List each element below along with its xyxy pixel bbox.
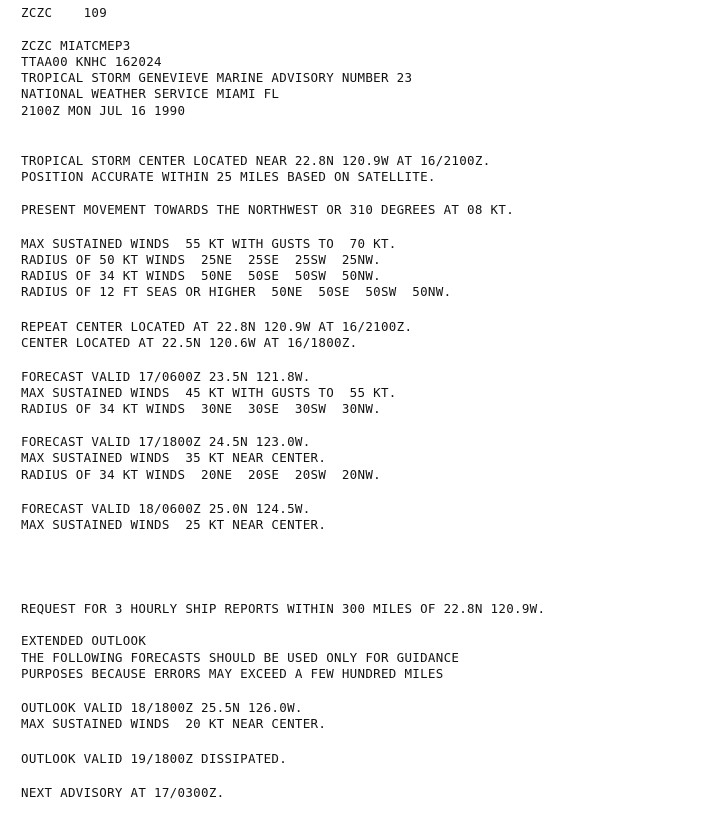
center-position: TROPICAL STORM CENTER LOCATED NEAR 22.8N 120.9W AT 16/2100Z. (21, 153, 491, 168)
outlook-1-winds: MAX SUSTAINED WINDS 20 KT NEAR CENTER. (21, 716, 327, 731)
repeat-center: REPEAT CENTER LOCATED AT 22.8N 120.9W AT 16/2100Z. (21, 319, 413, 334)
forecast-2-valid: FORECAST VALID 17/1800Z 24.5N 123.0W. (21, 434, 311, 449)
header-id: ZCZC 109 (21, 5, 108, 20)
max-winds: MAX SUSTAINED WINDS 55 KT WITH GUSTS TO 70 KT. (21, 236, 397, 251)
extended-outlook-heading: EXTENDED OUTLOOK (21, 633, 147, 648)
position-accuracy: POSITION ACCURATE WITHIN 25 MILES BASED ON SATELLITE. (21, 169, 436, 184)
previous-center: CENTER LOCATED AT 22.5N 120.6W AT 16/1800Z. (21, 335, 358, 350)
issued-line: 2100Z MON JUL 16 1990 (21, 103, 186, 118)
outlook-1-valid: OUTLOOK VALID 18/1800Z 25.5N 126.0W. (21, 700, 303, 715)
radius-34kt: RADIUS OF 34 KT WINDS 50NE 50SE 50SW 50NW. (21, 268, 381, 283)
next-advisory: NEXT ADVISORY AT 17/0300Z. (21, 785, 225, 800)
forecast-1-winds: MAX SUSTAINED WINDS 45 KT WITH GUSTS TO 55 KT. (21, 385, 397, 400)
forecast-3-winds: MAX SUSTAINED WINDS 25 KT NEAR CENTER. (21, 517, 327, 532)
forecast-1-radius: RADIUS OF 34 KT WINDS 30NE 30SE 30SW 30NW. (21, 401, 381, 416)
ship-report-request: REQUEST FOR 3 HOURLY SHIP REPORTS WITHIN 300 MILES OF 22.8N 120.9W. (21, 601, 546, 616)
forecast-3-valid: FORECAST VALID 18/0600Z 25.0N 124.5W. (21, 501, 311, 516)
advisory-title: TROPICAL STORM GENEVIEVE MARINE ADVISORY NUMBER 23 (21, 70, 413, 85)
forecast-2-radius: RADIUS OF 34 KT WINDS 20NE 20SE 20SW 20NW. (21, 467, 381, 482)
forecast-2-winds: MAX SUSTAINED WINDS 35 KT NEAR CENTER. (21, 450, 327, 465)
present-movement: PRESENT MOVEMENT TOWARDS THE NORTHWEST OR 310 DEGREES AT 08 KT. (21, 202, 515, 217)
extended-disclaimer-1: THE FOLLOWING FORECASTS SHOULD BE USED ONLY FOR GUIDANCE (21, 650, 460, 665)
extended-disclaimer-2: PURPOSES BECAUSE ERRORS MAY EXCEED A FEW HUNDRED MILES (21, 666, 444, 681)
issuer-line: NATIONAL WEATHER SERVICE MIAMI FL (21, 86, 280, 101)
outlook-2-valid: OUTLOOK VALID 19/1800Z DISSIPATED. (21, 751, 288, 766)
routing-line: ZCZC MIATCMEP3 (21, 38, 131, 53)
wmo-header: TTAA00 KNHC 162024 (21, 54, 162, 69)
radius-seas: RADIUS OF 12 FT SEAS OR HIGHER 50NE 50SE 50SW 50NW. (21, 284, 452, 299)
radius-50kt: RADIUS OF 50 KT WINDS 25NE 25SE 25SW 25NW. (21, 252, 381, 267)
forecast-1-valid: FORECAST VALID 17/0600Z 23.5N 121.8W. (21, 369, 311, 384)
